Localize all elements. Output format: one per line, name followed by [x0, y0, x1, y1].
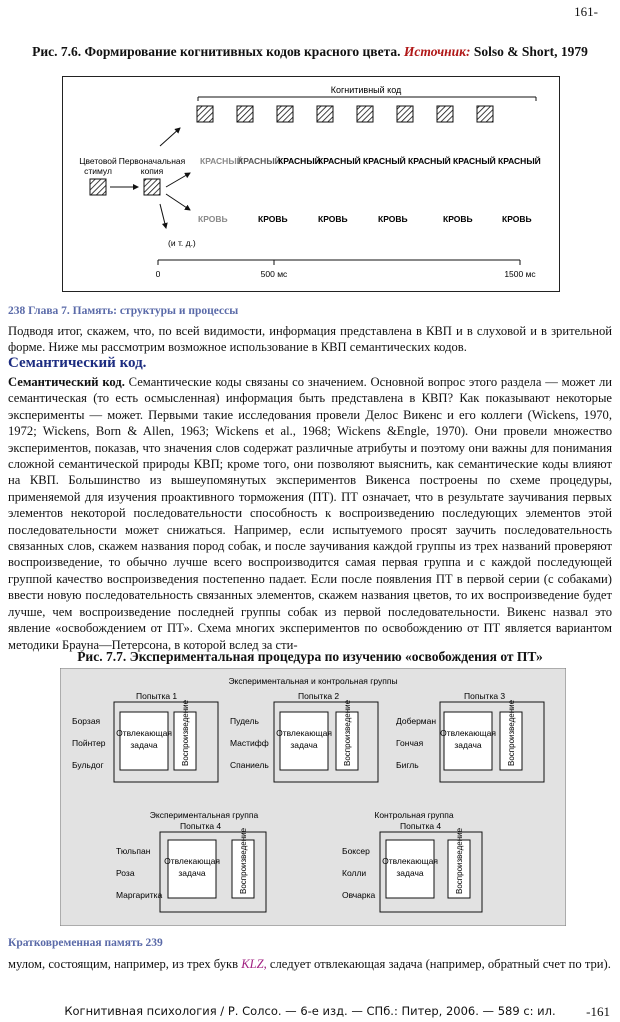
- page-number-bottom: -161: [586, 1004, 610, 1019]
- word: Пудель: [230, 716, 259, 726]
- red-word: КРАСНЫЙ: [238, 156, 281, 166]
- blood-word: КРОВЬ: [502, 214, 532, 224]
- recall-label: Воспроизведение: [239, 827, 248, 894]
- figure1-caption-ref: Solso & Short, 1979: [470, 44, 588, 59]
- word: Мастифф: [230, 738, 269, 748]
- distract-task: задача: [290, 740, 318, 750]
- word: Маргаритка: [116, 890, 163, 900]
- paragraph-1: Подводя итог, скажем, что, по всей видимости, информация представлена в КВП и в слуховой и в зрительной форме. Ниже мы рассмотрим возможное использование в КВП семантических кодов.: [8, 324, 612, 355]
- recall-label: Воспроизведение: [455, 827, 464, 894]
- axis-label-1500: 1500 мс: [504, 269, 536, 279]
- exp-group-label: Экспериментальная группа: [149, 810, 259, 820]
- trial-2-label: Попытка 2: [298, 691, 340, 701]
- distract-task: Отвлекающая: [116, 728, 172, 738]
- distract-task: задача: [130, 740, 158, 750]
- color-stimulus-square: [90, 179, 106, 195]
- color-stimulus-label-1: Цветовой: [79, 156, 117, 166]
- red-word: КРАСНЫЙ: [408, 156, 451, 166]
- word: Бигль: [396, 760, 419, 770]
- blood-word: КРОВЬ: [443, 214, 473, 224]
- axis-label-500: 500 мс: [260, 269, 288, 279]
- word: Тюльпан: [116, 846, 151, 856]
- distract-task: Отвлекающая: [164, 856, 220, 866]
- paragraph-3-b: следует отвлекающая задача (например, обратный счет по три).: [266, 957, 611, 971]
- red-words-row: [200, 155, 541, 166]
- running-head-2: Кратковременная память 239: [8, 937, 163, 949]
- cognitive-code-label: Когнитивный код: [330, 85, 402, 95]
- primary-copy-square: [144, 179, 160, 195]
- code-squares: [197, 106, 493, 122]
- trial-4-ctrl-label: Попытка 4: [400, 821, 442, 831]
- ctrl-group-label: Контрольная группа: [374, 810, 454, 820]
- word: Гончая: [396, 738, 424, 748]
- blood-word: КРОВЬ: [198, 214, 228, 224]
- word: Боксер: [342, 846, 370, 856]
- blood-word: КРОВЬ: [258, 214, 288, 224]
- trial-3-label: Попытка 3: [464, 691, 506, 701]
- recall-label: Воспроизведение: [343, 699, 352, 766]
- paragraph-2-lead: Семантический код.: [8, 375, 125, 389]
- word: Пойнтер: [72, 738, 106, 748]
- recall-label: Воспроизведение: [507, 699, 516, 766]
- distract-task: задача: [454, 740, 482, 750]
- blood-word: КРОВЬ: [318, 214, 348, 224]
- blood-word: КРОВЬ: [378, 214, 408, 224]
- distract-task: Отвлекающая: [276, 728, 332, 738]
- color-stimulus-label-2: стимул: [84, 166, 112, 176]
- page-number-top: 161-: [574, 4, 598, 19]
- figure2-caption: Рис. 7.7. Экспериментальная процедура по изучению «освобождения от ПТ»: [77, 649, 543, 664]
- primary-copy-label-2: копия: [140, 166, 164, 176]
- word: Роза: [116, 868, 135, 878]
- paragraph-3-a: мулом, состоящим, например, из трех букв: [8, 957, 242, 971]
- fig2-top-title: Экспериментальная и контрольная группы: [228, 676, 398, 686]
- paragraph-3: [8, 956, 612, 972]
- blood-words-row: [198, 214, 532, 224]
- paragraph-2-body: Семантические коды связаны со значением. Основной вопрос этого раздела — может ли семантическая (то есть осмысленная) информация быть представлена в КВП? Как показывают некоторые эксперименты — может. Первыми такие исследования провели Делос Викенс и его коллеги (Wickens, 1970, 1972; Wickens, Born & Allen, 1963; Wickens et al., 1968; Wickens &Engle, 1970). Они провели множество экспериментов, показав, что значения слов содержат различные атрибуты и поэтому они важны для понимания сложной семантической природы КВП; кроме того, они позволяют выяснить, как семантические коды влияют на КВП. Большинство из вышеупомянутых экспериментов Викенса построены по схеме процедуры, применяемой для изучения проактивного торможения (ПТ). ПТ означает, что в результате заучивания первых элементов некоторой последовательности способность к воспроизведению последующих элементов этой последовательности может снижаться. Например, если испытуемого просят заучить последовательность связанных слов, скажем названия пород собак, и после заучивания каждой группы из трех названий проверяют воспроизведение, то обычно лучше всего воспроизводится самая первая группа и с каждой последующей группой качество воспроизведения постепенно падает. Если после появления ПТ в первой серии (с собаками) ввести новую последовательность связанных элементов, скажем названия цветов, то их воспроизведение будет лучше, чем воспроизведение последней группы собак из первой последовательности. Викенс назвал это явление «освобождением от ПТ». Схема многих экспериментов по освобождению от ПТ является вариантом методики Брауна—Петерсона, в которой вслед за сти-: [8, 375, 612, 652]
- paragraph-3-klz: KLZ,: [241, 957, 267, 971]
- red-word: КРАСНЫЙ: [278, 156, 321, 166]
- red-word: КРАСНЫЙ: [318, 156, 361, 166]
- word: Бульдог: [72, 760, 104, 770]
- word: Овчарка: [342, 890, 376, 900]
- distract-task: Отвлекающая: [440, 728, 496, 738]
- figure1-caption-main: Рис. 7.6. Формирование когнитивных кодов красного цвета.: [32, 44, 404, 59]
- word: Спаниель: [230, 760, 269, 770]
- distract-task: Отвлекающая: [382, 856, 438, 866]
- distract-task: задача: [396, 868, 424, 878]
- red-word: КРАСНЫЙ: [363, 156, 406, 166]
- red-word: КРАСНЫЙ: [453, 156, 496, 166]
- paragraph-2: [8, 374, 612, 653]
- figure1-caption: [0, 44, 620, 60]
- word: Доберман: [396, 716, 437, 726]
- red-word: КРАСНЫЙ: [200, 156, 243, 166]
- trial-1-label: Попытка 1: [136, 691, 178, 701]
- primary-copy-label-1: Первоначальная: [118, 156, 186, 166]
- recall-label: Воспроизведение: [181, 699, 190, 766]
- trial-4-exp-label: Попытка 4: [180, 821, 222, 831]
- etc-label: (и т. д.): [168, 238, 196, 248]
- figure1-caption-source: Источник:: [403, 44, 471, 59]
- running-head-1: 238 Глава 7. Память: структуры и процессы: [8, 305, 239, 317]
- word: Колли: [342, 868, 367, 878]
- distract-task: задача: [178, 868, 206, 878]
- figure1-diagram: [62, 76, 560, 292]
- word: Борзая: [72, 716, 101, 726]
- footer-citation: Когнитивная психология / Р. Солсо. — 6-е изд. — СПб.: Питер, 2006. — 589 с: ил.: [64, 1004, 556, 1018]
- axis-label-0: 0: [155, 269, 161, 279]
- red-word: КРАСНЫЙ: [498, 156, 541, 166]
- section-title: Семантический код.: [8, 355, 147, 371]
- figure2-diagram: [60, 668, 566, 926]
